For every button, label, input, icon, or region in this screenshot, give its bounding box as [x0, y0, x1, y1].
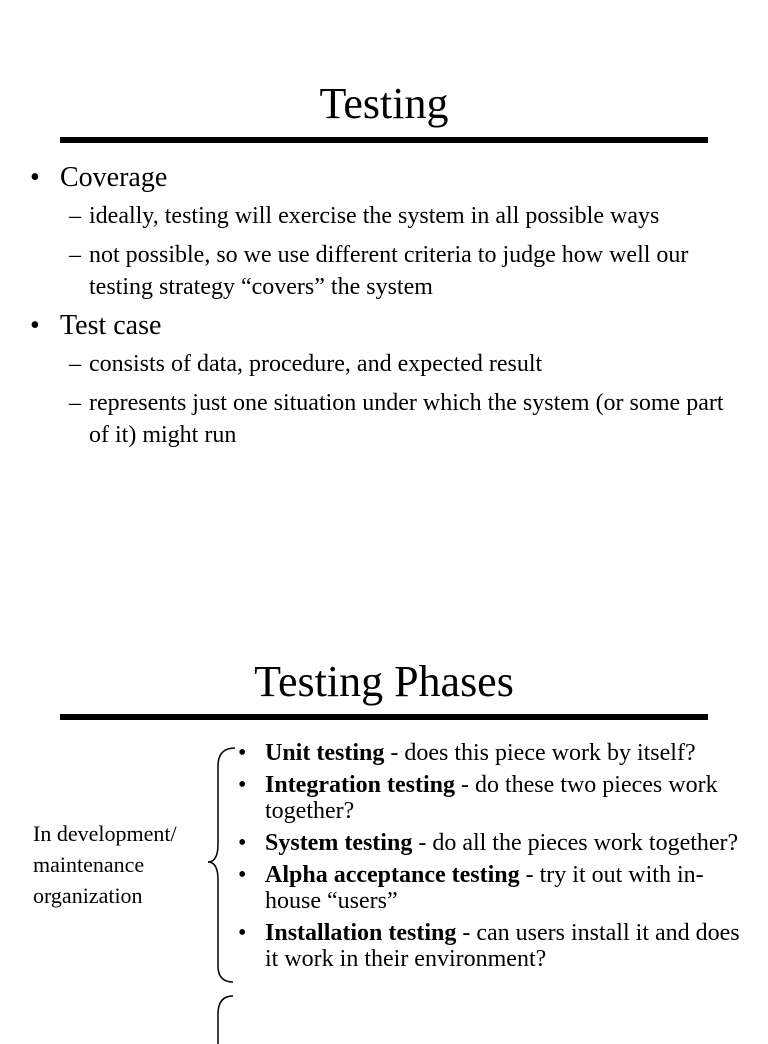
- phase-description: - try it out with in-house “users”: [265, 862, 704, 914]
- phase-name: Installation testing: [265, 920, 457, 946]
- slide-testing: [0, 0, 768, 512]
- phase-item-unit-testing: [235, 740, 755, 766]
- sub-bullet-list: [60, 348, 768, 451]
- slide-title: Testing: [319, 79, 449, 128]
- bullet-test-case: [0, 310, 768, 451]
- group-label-line: maintenance: [33, 852, 145, 877]
- sub-bullet-text: consists of data, procedure, and expected result: [89, 351, 543, 377]
- group-label-line: organization: [33, 883, 143, 908]
- curly-brace-icon: [200, 744, 240, 1044]
- sub-bullet-text: represents just one situation under which the system (or some part of it) might run: [89, 390, 724, 448]
- phase-item-integration-testing: [235, 772, 755, 824]
- slide-testing-phases: [0, 640, 768, 1024]
- phase-item-installation-testing: [235, 920, 755, 972]
- title-rule: [60, 137, 708, 143]
- sub-bullet: [60, 348, 729, 380]
- bullet-coverage: [0, 162, 768, 303]
- bullet-icon: •: [238, 772, 247, 798]
- phase-text: [265, 772, 755, 824]
- sub-bullet: [60, 239, 729, 303]
- phase-text: [265, 830, 755, 856]
- phase-text: [265, 920, 755, 972]
- phase-description: - can users install it and does it work in their environment?: [265, 920, 740, 972]
- dash-icon: –: [69, 351, 81, 377]
- phase-description: - do these two pieces work together?: [265, 772, 718, 824]
- dash-icon: –: [69, 390, 81, 416]
- sub-bullet: [60, 200, 729, 232]
- dash-icon: –: [69, 242, 81, 268]
- phase-description: - does this piece work by itself?: [384, 740, 696, 766]
- bullet-text: Test case: [60, 310, 162, 341]
- bullet-icon: •: [238, 862, 247, 888]
- dash-icon: –: [69, 203, 81, 229]
- phase-name: Unit testing: [265, 740, 385, 766]
- sub-bullet-list: [60, 200, 768, 303]
- phase-name: System testing: [265, 830, 413, 856]
- sub-bullet-text: not possible, so we use different criteria to judge how well our testing strategy “covers” the system: [89, 242, 689, 300]
- bullet-icon: •: [30, 162, 40, 193]
- bullet-icon: •: [238, 740, 247, 766]
- phase-name: Alpha acceptance testing: [265, 862, 520, 888]
- group-label: [33, 818, 213, 911]
- phase-description: - do all the pieces work together?: [412, 830, 739, 856]
- phase-name: Integration testing: [265, 772, 455, 798]
- phase-text: [265, 862, 755, 914]
- slide-title: Testing Phases: [254, 657, 514, 706]
- phase-item-system-testing: [235, 830, 755, 856]
- phase-item-alpha-acceptance-testing: [235, 862, 755, 914]
- title-rule: [60, 714, 708, 720]
- bullet-text: Coverage: [60, 162, 168, 193]
- bullet-icon: •: [30, 310, 40, 341]
- sub-bullet-text: ideally, testing will exercise the system in all possible ways: [89, 203, 660, 229]
- sub-bullet: [60, 387, 729, 451]
- phase-text: [265, 740, 755, 766]
- group-label-line: In development/: [33, 821, 177, 846]
- bullet-list: [0, 162, 768, 458]
- bullet-icon: •: [238, 920, 247, 946]
- phase-list: [235, 740, 755, 978]
- bullet-icon: •: [238, 830, 247, 856]
